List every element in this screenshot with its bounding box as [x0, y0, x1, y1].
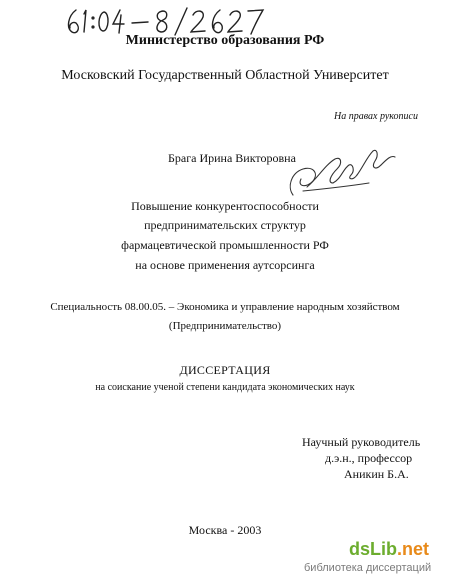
- dslib-logo-main: dsLib: [349, 539, 397, 559]
- specialty-line: Специальность 08.00.05. – Экономика и управление народным хозяйством: [50, 301, 400, 313]
- document-type: ДИССЕРТАЦИЯ: [179, 363, 271, 377]
- dissertation-title-line-4: на основе применения аутсорсинга: [135, 258, 315, 272]
- dissertation-title-line-1: Повышение конкурентоспособности: [131, 199, 319, 213]
- dslib-subtitle: библиотека диссертаций: [304, 562, 432, 574]
- degree-line: на соискание ученой степени кандидата экономических наук: [95, 382, 355, 393]
- ministry-heading: Министерство образования РФ: [125, 33, 325, 48]
- advisor-degree: д.э.н., профессор: [325, 451, 413, 465]
- rights-note: На правах рукописи: [334, 111, 418, 122]
- university-name: Московский Государственный Областной Университет: [61, 68, 389, 83]
- specialty-subtitle: (Предпринимательство): [168, 320, 282, 332]
- advisor-title: Научный руководитель: [302, 435, 421, 449]
- dissertation-title-line-2: предпринимательских структур: [144, 218, 306, 232]
- author-signature: [283, 143, 403, 205]
- city-year: Москва - 2003: [188, 523, 262, 537]
- signature-strokes: [283, 143, 403, 205]
- dslib-logo-domain: .net: [397, 539, 430, 559]
- dslib-logo[interactable]: [349, 539, 439, 560]
- advisor-name: Аникин Б.А.: [344, 467, 409, 481]
- author-name: Брага Ирина Викторовна: [168, 151, 296, 165]
- dissertation-title-line-3: фармацевтической промышленности РФ: [121, 238, 329, 252]
